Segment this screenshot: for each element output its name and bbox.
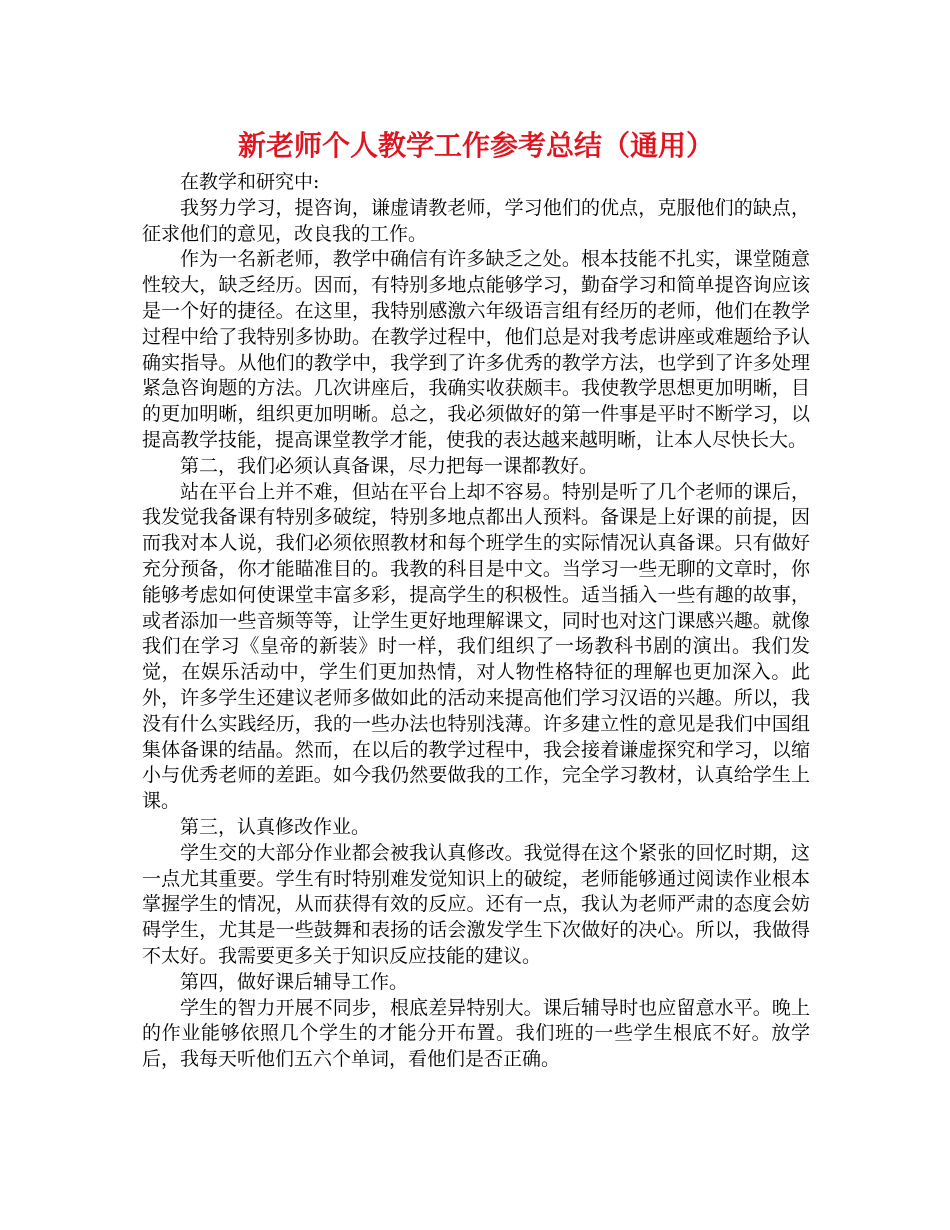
document-page [142,124,810,1073]
paragraph-4: 第二，我们必须认真备课，尽力把每一课都教好。 [180,454,599,477]
paragraph-3: 作为一名新老师，教学中确信有许多缺乏之处。根本技能不扎实，课堂随意性较大，缺乏经历。因而，有特别多地点能够学习，勤奋学习和简单提咨询应该是一个好的捷径。在这里，我特别感激六年级语言组有经历的老师，他们在教学过程中给了我特别多协助。在教学过程中，他们总是对我考虑讲座或难题给予认确实指导。从他们的教学中，我学到了许多优秀的教学方法，也学到了许多处理紧急咨询题的方法。几次讲座后，我确实收获颇丰。我使教学思想更加明晰，目的更加明晰，组织更加明晰。总之，我必须做好的第一件事是平时不断学习，以提高教学技能，提高课堂教学才能，使我的表达越来越明晰，让本人尽快长大。 [142,248,810,451]
paragraph-2: 我努力学习，提咨询，谦虚请教老师，学习他们的优点，克服他们的缺点，征求他们的意见，改良我的工作。 [142,196,810,245]
paragraph-5: 站在平台上并不难，但站在平台上却不容易。特别是听了几个老师的课后，我发觉我备课有特别多破绽，特别多地点都出人预料。备课是上好课的前提，因而我对本人说，我们必须依照教材和每个班学生的实际情况认真备课。只有做好充分预备，你才能瞄准目的。我教的科目是中文。当学习一些无聊的文章时，你能够考虑如何使课堂丰富多彩，提高学生的积极性。适当插入一些有趣的故事，或者添加一些音频等等，让学生更好地理解课文，同时也对这门课感兴趣。就像我们在学习《皇帝的新装》时一样，我们组织了一场教科书剧的演出。我们发觉，在娱乐活动中，学生们更加热情，对人物性格特征的理解也更加深入。此外，许多学生还建议老师多做如此的活动来提高他们学习汉语的兴趣。所以，我没有什么实践经历，我的一些办法也特别浅薄。许多建立性的意见是我们中国组集体备课的结晶。然而，在以后的教学过程中，我会接着谦虚探究和学习，以缩小与优秀老师的差距。如今我仍然要做我的工作，完全学习教材，认真给学生上课。 [142,480,810,813]
paragraph-7: 学生交的大部分作业都会被我认真修改。我觉得在这个紧张的回忆时期，这一点尤其重要。学生有时特别难发觉知识上的破绽，老师能够通过阅读作业根本掌握学生的情况，从而获得有效的反应。还有一点，我认为老师严肃的态度会妨碍学生，尤其是一些鼓舞和表扬的话会激发学生下次做好的决心。所以，我做得不太好。我需要更多关于知识反应技能的建议。 [142,841,810,967]
document-body [142,170,810,1073]
paragraph-1: 在教学和研究中: [180,171,320,193]
document-title: 新老师个人教学工作参考总结（通用） [237,129,714,162]
paragraph-6: 第三，认真修改作业。 [180,815,371,838]
paragraph-9: 学生的智力开展不同步，根底差异特别大。课后辅导时也应留意水平。晚上的作业能够依照几个学生的才能分开布置。我们班的一些学生根底不好。放学后，我每天听他们五六个单词，看他们是否正确。 [142,996,810,1071]
paragraph-8: 第四，做好课后辅导工作。 [180,970,409,993]
